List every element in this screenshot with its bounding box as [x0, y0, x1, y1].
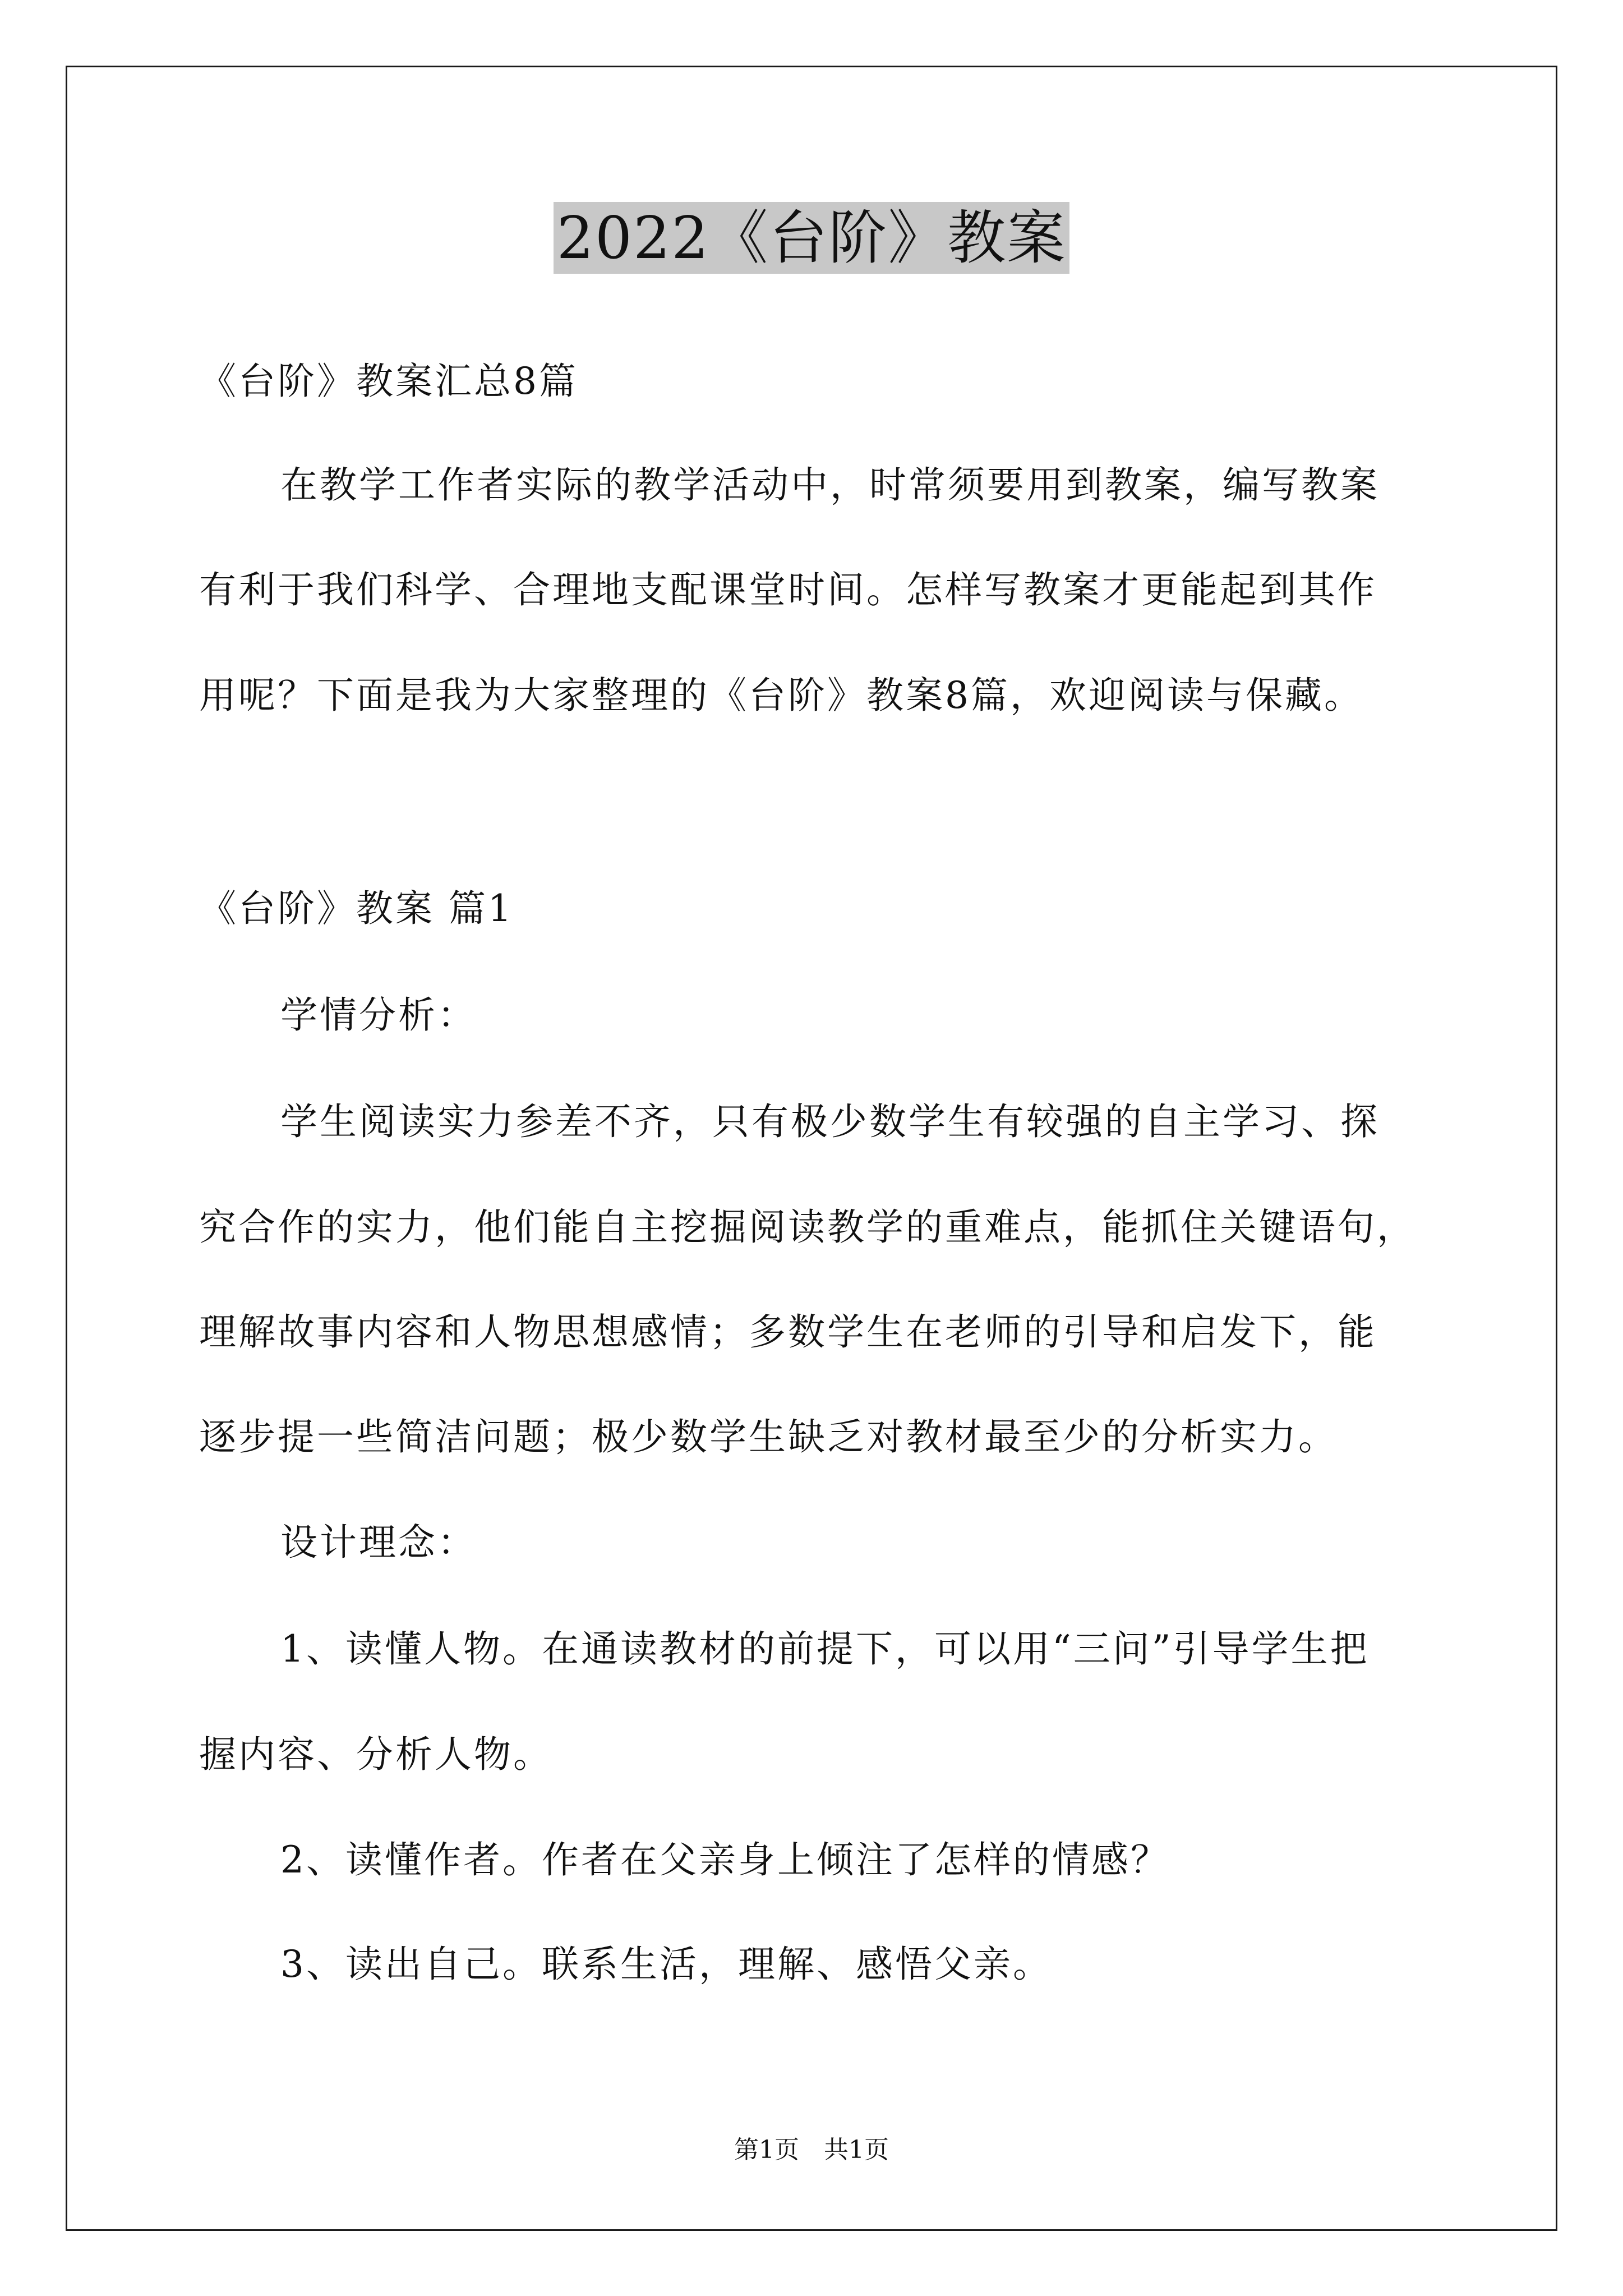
design-item-2: 2、读懂作者。作者在父亲身上倾注了怎样的情感？	[280, 1838, 1170, 1881]
subheading-design-concept: 设计理念：	[280, 1521, 477, 1564]
analysis-paragraph-line: 究合作的实力，他们能自主挖掘阅读教学的重难点，能抓住关键语句，	[199, 1205, 1416, 1249]
design-item-1-continued: 握内容、分析人物。	[199, 1733, 552, 1776]
intro-paragraph-line: 用呢？下面是我为大家整理的《台阶》教案8篇，欢迎阅读与保藏。	[199, 674, 1363, 717]
subheading-learning-analysis: 学情分析：	[280, 993, 477, 1037]
intro-paragraph-line: 在教学工作者实际的教学活动中，时常须要用到教案，编写教案	[280, 463, 1380, 507]
analysis-paragraph-line: 理解故事内容和人物思想感情；多数学生在老师的引导和启发下，能	[199, 1310, 1377, 1354]
title-container	[0, 202, 1623, 274]
design-item-3: 3、读出自己。联系生活，理解、感悟父亲。	[280, 1943, 1052, 1986]
document-title: 2022《台阶》教案	[554, 202, 1070, 274]
analysis-paragraph-line: 逐步提一些简洁问题；极少数学生缺乏对教材最至少的分析实力。	[199, 1415, 1338, 1458]
design-item-1: 1、读懂人物。在通读教材的前提下，可以用“三问”引导学生把	[280, 1627, 1370, 1671]
summary-heading: 《台阶》教案汇总8篇	[199, 360, 578, 403]
page-footer: 第1页 共1页	[734, 2136, 889, 2164]
section-heading: 《台阶》教案 篇1	[199, 887, 514, 930]
analysis-paragraph-line: 学生阅读实力参差不齐，只有极少数学生有较强的自主学习、探	[280, 1100, 1380, 1143]
intro-paragraph-line: 有利于我们科学、合理地支配课堂时间。怎样写教案才更能起到其作	[199, 568, 1377, 611]
